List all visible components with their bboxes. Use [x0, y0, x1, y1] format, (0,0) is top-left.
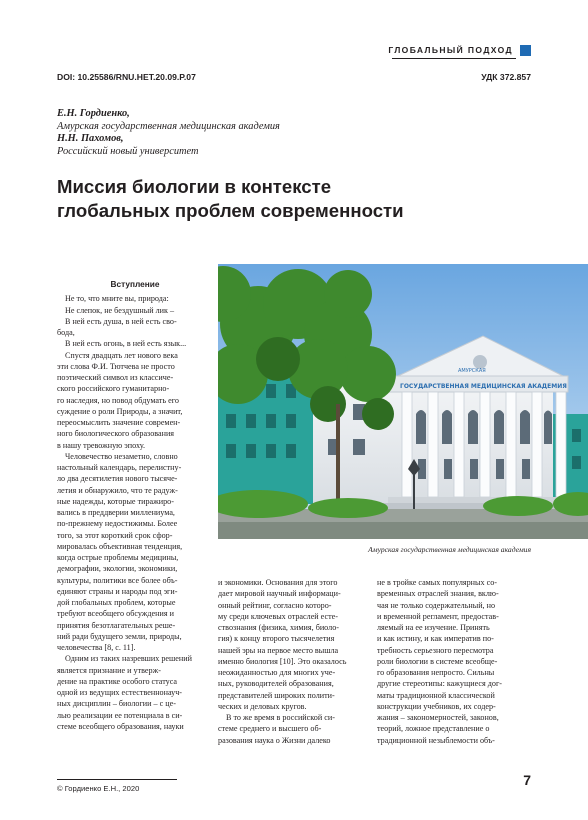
text-line: теорий, ложное представление о: [377, 724, 490, 734]
text-column-2: [218, 577, 368, 746]
footer-divider: [57, 779, 177, 780]
text-line: переосмыслить значение современ-: [57, 418, 181, 427]
text-line: го наследия, но повод обдумать его: [57, 395, 179, 405]
text-line: гия) к концу второго тысячелетия: [218, 634, 335, 644]
text-line: другие стереотипы: кажущиеся дог-: [377, 679, 502, 689]
academy-photo: [218, 264, 588, 539]
rubric-accent-square: [520, 45, 531, 56]
section-heading: Вступление: [110, 279, 160, 289]
text-line: является признание и утверж-: [57, 665, 161, 675]
copyright-notice: © Гордиенко Е.Н., 2020: [57, 784, 140, 793]
text-line: неожиданностью для многих уче-: [218, 668, 336, 677]
title-line: Миссия биологии в контексте: [57, 176, 332, 197]
text-line: стеме среднего и высшего об-: [218, 724, 322, 734]
text-line: разования наука о Жизни далеко: [218, 735, 331, 745]
text-line: и временной регламент, предостав-: [377, 611, 499, 621]
text-line: и экономики. Основания для этого: [218, 578, 338, 587]
text-line: онный рейтинг, согласно которо-: [218, 600, 332, 610]
building-sign-small: АМУРСКАЯ: [458, 368, 486, 374]
author-affiliation: Российский новый университет: [57, 145, 199, 157]
text-line: ных дисциплин – биологии – с це-: [57, 699, 176, 709]
text-line: принятия безотлагательных реше-: [57, 620, 176, 630]
text-line: му среди ключевых отраслей есте-: [218, 611, 338, 621]
text-line: стеме всеобщего образования, науки: [57, 721, 184, 731]
text-line: В то же время в российской си-: [226, 713, 335, 722]
photo-caption: Амурская государственная медицинская академия: [368, 545, 531, 554]
text-line: вались в преддверии миллениума,: [57, 508, 175, 517]
text-line: В ней есть душа, в ней есть сво-: [65, 316, 177, 326]
text-line: Одним из таких назревших решений: [65, 654, 192, 664]
udk-label: УДК 372.857: [481, 72, 531, 82]
text-line: Не то, что мните вы, природа:: [65, 294, 169, 304]
text-line: Не слепок, не бездушный лик –: [65, 305, 175, 315]
text-line: ского российского гуманитарно-: [57, 384, 170, 394]
building-illustration: [218, 264, 588, 539]
article-title: [57, 175, 487, 223]
text-line: ло два десятилетия нового тысяче-: [57, 474, 178, 484]
text-line: требуют всеобщего обсуждения и: [57, 609, 174, 619]
doi-label: DOI: 10.25586/RNU.HET.20.09.P.07: [57, 72, 196, 82]
text-line: жания – закономерностей, законов,: [377, 713, 499, 722]
text-line: человечества [8, с. 11].: [57, 643, 136, 652]
text-line: демографии, экологии, экономики,: [57, 564, 178, 574]
text-line: единяют страны и народы под эги-: [57, 586, 178, 596]
text-line: культуры, политики все более объ-: [57, 575, 178, 585]
title-line: глобальных проблем современности: [57, 200, 404, 221]
text-line: и как истину, и как императив по-: [377, 634, 494, 644]
page-number: 7: [523, 772, 531, 788]
text-line: лью реализации ее потенциала в си-: [57, 710, 183, 720]
text-line: нашей эры на первое место вышла: [218, 645, 339, 655]
text-line: ствознания (физика, химия, биоло-: [218, 623, 339, 632]
text-line: летия и обнаружило, что те радуж-: [57, 485, 178, 495]
text-line: конструкции учебников, их содер-: [377, 701, 496, 711]
section-rubric: ГЛОБАЛЬНЫЙ ПОДХОД: [388, 45, 513, 55]
text-line: маты традиционной классической: [377, 690, 495, 700]
text-line: ний ради будущего земли, природы,: [57, 631, 182, 641]
text-line: дой глобальных проблем, которые: [57, 598, 176, 607]
text-line: дает мировой научный информаци-: [218, 589, 341, 599]
text-line: ческих и деловых кругов.: [218, 701, 307, 711]
text-line: именно биология [10]. Это оказалось: [218, 656, 347, 666]
author-affiliation: Амурская государственная медицинская академия: [57, 120, 280, 132]
text-line: не в тройке самых популярных со-: [377, 578, 497, 587]
text-line: суждение о роли Природы, а значит,: [57, 406, 183, 416]
text-line: одной из ведущих естественнонауч-: [57, 688, 183, 697]
rubric-divider: [392, 58, 516, 59]
text-line: ные надежды, которые тиражиро-: [57, 496, 174, 506]
text-line: когда острые проблемы медицины,: [57, 553, 179, 562]
text-line: ного биологического образования: [57, 429, 175, 439]
text-line: го образования непросто. Сильны: [377, 668, 495, 677]
author-name: Е.Н. Гордиенко,: [57, 108, 130, 119]
text-line: бода,: [57, 328, 75, 337]
text-line: Человечество незаметно, словно: [65, 451, 178, 461]
text-line: традиционной незыблемости объ-: [377, 735, 495, 745]
text-line: ных, руководителей образования,: [218, 679, 334, 689]
text-line: Спустя двадцать лет нового века: [65, 350, 178, 360]
text-line: настольный календарь, перелистну-: [57, 463, 182, 472]
text-column-1: [57, 279, 213, 732]
text-line: поэтический символ из классиче-: [57, 373, 174, 382]
building-sign: ГОСУДАРСТВЕННАЯ МЕДИЦИНСКАЯ АКАДЕМИЯ: [400, 383, 567, 390]
text-line: дение на практике особого статуса: [57, 676, 178, 686]
text-line: В ней есть огонь, в ней есть язык...: [65, 339, 187, 349]
text-line: в нашу тревожную эпоху.: [57, 440, 145, 450]
text-line: требность серьезного пересмотра: [377, 645, 494, 655]
text-line: мировалась объективная тенденция,: [57, 541, 183, 551]
authors-block: [57, 108, 437, 158]
text-line: временных отраслей знания, вклю-: [377, 589, 499, 599]
text-line: роли биологии в системе всеобще-: [377, 656, 498, 666]
text-line: представителей широких полити-: [218, 690, 335, 700]
text-line: по-прежнему недостижимы. Более: [57, 519, 178, 529]
text-column-3: [377, 577, 533, 746]
author-name: Н.Н. Пахомов,: [57, 133, 124, 144]
text-line: чая не только содержательный, но: [377, 600, 496, 610]
text-line: того, за этот короткий срок сфор-: [57, 530, 173, 540]
text-line: ляемый на ее изучение. Принять: [377, 623, 490, 632]
text-line: эти слова Ф.И. Тютчева не просто: [57, 361, 175, 371]
